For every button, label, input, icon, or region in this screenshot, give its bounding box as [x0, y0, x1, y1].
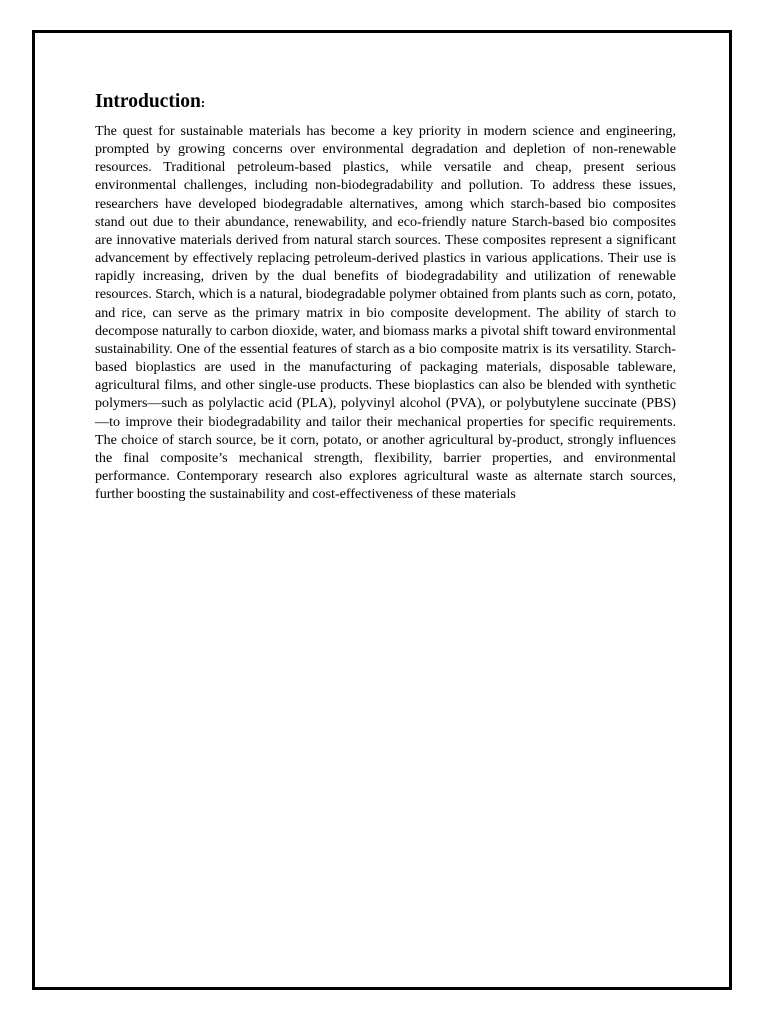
- heading-colon: :: [200, 95, 206, 110]
- introduction-paragraph: The quest for sustainable materials has become a key priority in modern science and engineering, prompted by growing concerns over environmental degradation and depletion of non-renewable resources. Traditional petroleum-based plastics, while versatile and cheap, present serious environmental challenges, including non-biodegradability and pollution. To address these issues, researchers have developed biodegradable alternatives, among which starch-based bio composites stand out due to their abundance, renewability, and eco-friendly nature Starch-based bio composites are innovative materials derived from natural starch sources. These composites represent a significant advancement by effectively replacing petroleum-derived plastics in various applications. Their use is rapidly increasing, driven by the dual benefits of biodegradability and utilization of renewable resources. Starch, which is a natural, biodegradable polymer obtained from plants such as corn, potato, and rice, can serve as the primary matrix in bio composite development. The ability of starch to decompose naturally to carbon dioxide, water, and biomass marks a pivotal shift toward environmental sustainability. One of the essential features of starch as a bio composite matrix is its versatility. Starch-based bioplastics are used in the manufacturing of packaging materials, disposable tableware, agricultural films, and other single-use products. These bioplastics can also be blended with synthetic polymers—such as polylactic acid (PLA), polyvinyl alcohol (PVA), or polybutylene succinate (PBS)—to improve their biodegradability and tailor their mechanical properties for specific requirements. The choice of starch source, be it corn, potato, or another agricultural by-product, strongly influences the final composite’s mechanical strength, flexibility, barrier properties, and environmental performance. Contemporary research also explores agricultural waste as alternate starch sources, further boosting the sustainability and cost-effectiveness of these materials: [95, 123, 676, 503]
- document-page: [32, 30, 732, 990]
- heading-text: Introduction: [95, 91, 201, 112]
- page-content: [95, 91, 676, 503]
- section-heading: [95, 91, 676, 114]
